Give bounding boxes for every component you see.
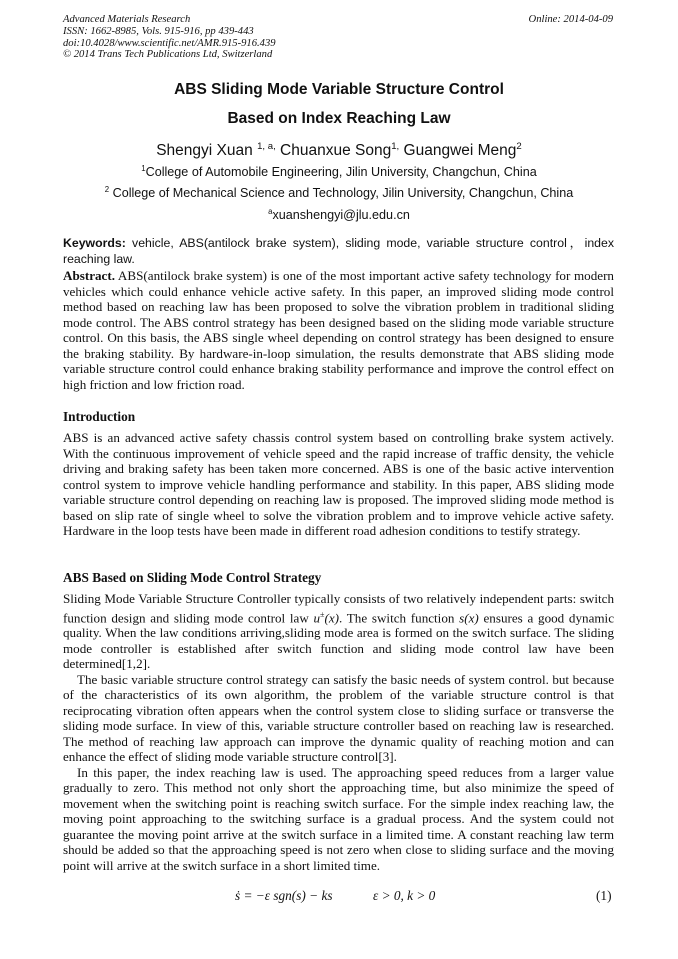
affiliation-text: College of Automobile Engineering, Jilin University, Changchun, China xyxy=(145,165,537,180)
affiliation-text: College of Mechanical Science and Technology, Jilin University, Changchun, China xyxy=(112,186,574,201)
author-2: Chuanxue Song xyxy=(280,142,392,160)
journal-header xyxy=(63,14,276,61)
affiliation-2 xyxy=(0,185,678,200)
author-1: Shengyi Xuan xyxy=(156,142,253,160)
abstract xyxy=(63,268,614,392)
doi: doi:10.4028/www.scientific.net/AMR.915-916.439 xyxy=(63,37,276,49)
keywords xyxy=(63,236,614,267)
issn: ISSN: 1662-8985, Vols. 915-916, pp 439-443 xyxy=(63,25,254,37)
copyright: © 2014 Trans Tech Publications Ltd, Switzerland xyxy=(63,49,273,61)
author-2-sup: 1, xyxy=(391,141,400,152)
introduction-text: ABS is an advanced active safety chassis control system based on controlling brake system actively. With the continuous improvement of vehicle speed and the rapid increase of traffic density, the vehicle driving and braking safety has been taken more concerned. ABS is one of the basic active intervention control system to improve vehicle handling performance and stability. In this paper, ABS sliding mode variable structure control depending on reaching law is proposed. The improved sliding mode method is based on slip rate of single wheel to solve the vibration problem and to improve vehicle active safety. Hardware in the loop tests have been made in different road adhesion conditions to testify strategy. xyxy=(63,430,614,538)
authors xyxy=(0,141,678,160)
affiliation-sup: 2 xyxy=(104,185,110,194)
paragraph-1 xyxy=(63,591,614,672)
online-date: Online: 2014-04-09 xyxy=(528,14,613,25)
text: . The switch function xyxy=(339,609,460,625)
abstract-label: Abstract. xyxy=(63,268,115,283)
math-arg: (x) xyxy=(324,609,340,625)
title-line-1: ABS Sliding Mode Variable Structure Control xyxy=(174,81,504,98)
text: Sliding Mode Variable Structure Controller typically consists of two relatively independent parts: switch function design and sliding mode control law xyxy=(63,591,614,625)
introduction-heading: Introduction xyxy=(63,409,136,424)
math-u: u xyxy=(313,609,321,625)
text: ensures a good dynamic quality. When the law conditions arriving,sliding mode area is formed on the switch surface. The sliding mode controller is established after switch function and sliding mode control law have been determined[1,2]. xyxy=(63,609,615,672)
keywords-label: Keywords: xyxy=(63,236,126,250)
author-3: Guangwei Meng xyxy=(403,142,517,160)
section-body xyxy=(63,591,614,873)
affiliation-sup: 1 xyxy=(141,164,146,173)
equation-condition: ε > 0, k > 0 xyxy=(373,888,436,903)
email-sup: a xyxy=(268,207,273,216)
equation-number: (1) xyxy=(596,888,612,903)
author-3-sup: 2 xyxy=(516,141,522,152)
math-sup: ± xyxy=(320,609,325,619)
journal-name: Advanced Materials Research xyxy=(63,14,191,25)
author-1-sup: 1, a, xyxy=(257,141,276,152)
paragraph-3: In this paper, the index reaching law is used. The approaching speed reduces from a larger value gradually to zero. This method not only short the approaching time, but also minimize the speed of movement when the switching point is reaching switch surface. For the simple index reaching law, the moving point approaching to the switching surface is a gradual process. And the system could not guarantee the moving point arrive at the switch surface in a limited time. A constant reaching law term should be added so that the approaching speed is not zero when close to sliding surface and the moving point will arrive at the switch surface in a short limited time. xyxy=(63,764,614,873)
equation-1: ṡ = −ε sgn(s) − ks xyxy=(235,888,333,903)
math-s: s(x) xyxy=(459,609,479,625)
keywords-text: vehicle, ABS(antilock brake system), sliding mode, variable structure control，index reaching law. xyxy=(63,236,615,266)
email xyxy=(0,207,678,222)
section-heading: ABS Based on Sliding Mode Control Strategy xyxy=(63,570,322,585)
email-link[interactable]: xuanshengyi@jlu.edu.cn xyxy=(272,208,410,223)
title-line-2: Based on Index Reaching Law xyxy=(227,110,451,127)
paragraph-2: The basic variable structure control strategy can satisfy the basic needs of system control. but because of the characteristics of its own algorithm, the problem of the variable structure control is that reciprocating vibration often appears when the control system close to sliding surface or transverse the sliding mode surface. In view of this, variable structure controller based on reaching law is researched. The method of reaching law approach can improve the dynamic quality of reaching motion and can enhance the effect of sliding mode variable structure control[3]. xyxy=(63,671,614,765)
affiliation-1 xyxy=(0,164,678,179)
abstract-text: ABS(antilock brake system) is one of the most important active safety technology for modern vehicles which could enhance vehicle active safety. In this paper, an improved sliding mode control method based on reaching law has been proposed to solve the vibration problem in traditional sliding mode control. The ABS control strategy has been designed based on the sliding mode variable structure control. On this basis, the ABS single wheel depending on control strategy has been designed to ensure the braking stability. By hardware-in-loop simulation, the results demonstrate that ABS sliding mode variable structure control could enhance braking stability performance and improve the control effect on high friction and low friction road. xyxy=(63,268,614,392)
